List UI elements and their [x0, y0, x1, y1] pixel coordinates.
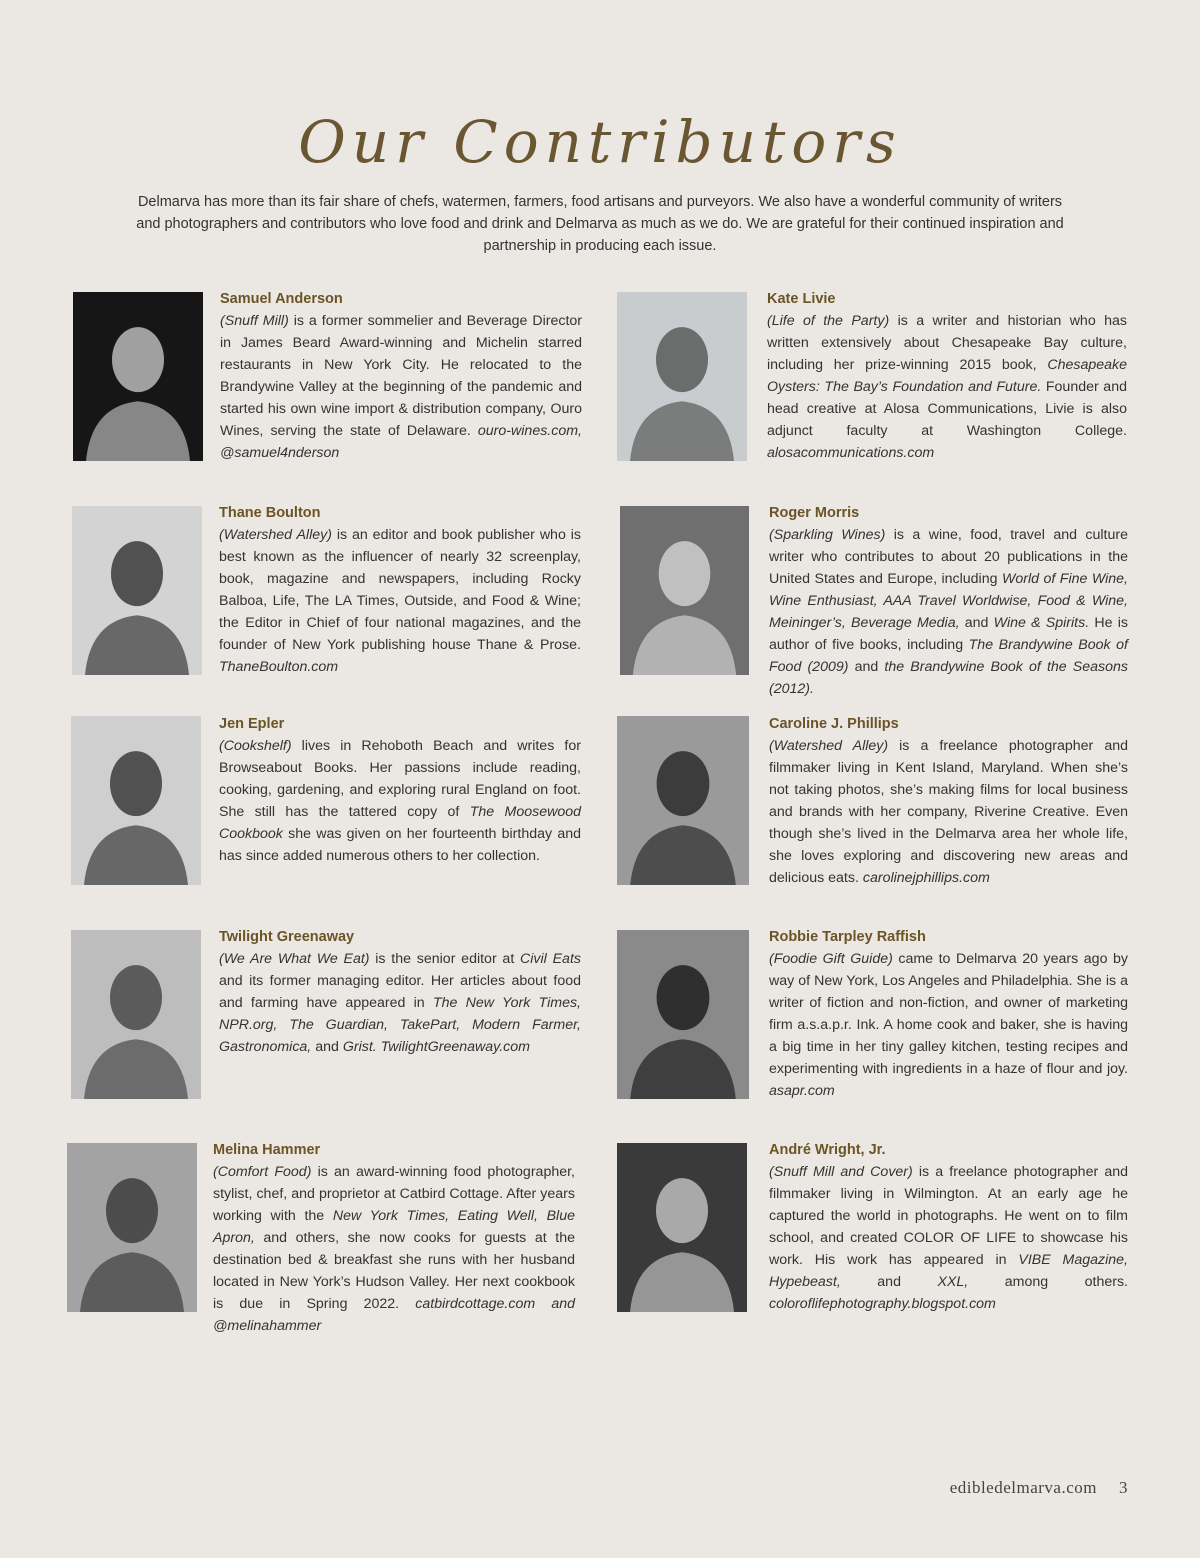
contributor-bio: (Foodie Gift Guide) came to Delmarva 20 years ago by way of New York, Los Angeles and Philadelphia. She is a writer of fiction and non-fiction, and owner of marketing firm a.s.a.p.r. Ink. A home cook and baker, she is having a big time in her tiny galley kitchen, testing recipes and experimenting with ingredients in a haze of flour and joy. asapr.com	[769, 951, 1128, 1099]
portrait-photo	[71, 930, 201, 1099]
contributor-name: Twilight Greenaway	[219, 929, 355, 945]
page-title: Our Contributors	[298, 108, 902, 176]
contributor-name: Melina Hammer	[213, 1142, 321, 1158]
portrait-photo	[620, 506, 749, 675]
contributor-bio: (Life of the Party) is a writer and historian who has written extensively about Chesapeake Bay culture, including her prize-winning 2015 book, Chesapeake Oysters: The Bay’s Foundation and Future. Founder and head creative at Alosa Communications, Livie is also adjunct faculty at Washington College. alosacommunications.com	[767, 313, 1127, 461]
portrait-photo	[71, 716, 201, 885]
contributor-bio: (Watershed Alley) is a freelance photographer and filmmaker living in Kent Island, Maryland. When she’s not taking photos, she’s making films for local business and brands with her company, Riverine Creative. Even though she’s lived in the Delmarva area her whole life, she loves exploring and discovering new areas and delicious eats. carolinejphillips.com	[769, 738, 1128, 886]
contributor-bio: (Sparkling Wines) is a wine, food, travel and culture writer who contributes to about 20 publications in the United States and Europe, including World of Fine Wine, Wine Enthusiast, AAA Travel Worldwise, Food & Wine, Meininger’s, Beverage Media, and Wine & Spirits. He is author of five books, including The Brandywine Book of Food (2009) and the Brandywine Book of the Seasons (2012).	[769, 527, 1129, 697]
portrait-photo	[617, 292, 747, 461]
contributor-bio: (Cookshelf) lives in Rehoboth Beach and writes for Browseabout Books. Her passions include reading, cooking, gardening, and exploring rural England on foot. She still has the tattered copy of The Moosewood Cookbook she was given on her fourteenth birthday and has since added numerous others to her collection.	[219, 738, 582, 864]
contributor-name: Roger Morris	[769, 505, 860, 521]
contributor-name: Kate Livie	[767, 291, 836, 307]
contributor-bio: (Snuff Mill) is a former sommelier and Beverage Director in James Beard Award-winning and Michelin starred restaurants in New York City. He relocated to the Brandywine Valley at the beginning of the pandemic and started his own wine import & distribution company, Ouro Wines, serving the state of Delaware. ouro-wines.com, @samuel4nderson	[220, 313, 582, 461]
intro-paragraph: Delmarva has more than its fair share of chefs, watermen, farmers, food artisans and purveyors. We also have a wonderful community of writers and photographers and contributors who love food and drink and Delmarva as much as we do. We are grateful for their continued inspiration and partnership in producing each issue.	[136, 194, 1064, 254]
page-footer	[950, 1478, 1128, 1498]
contributor-name: Jen Epler	[219, 716, 285, 732]
contributor-name: Caroline J. Phillips	[769, 716, 899, 732]
contributor-bio: (Comfort Food) is an award-winning food photographer, stylist, chef, and proprietor at Catbird Cottage. After years working with the New York Times, Eating Well, Blue Apron, and others, she now cooks for guests at the destination bed & breakfast she runs with her husband located in New York’s Hudson Valley. Her next cookbook is due in Spring 2022. catbirdcottage.com and @melinahammer	[213, 1164, 575, 1334]
contributor-bio: (Snuff Mill and Cover) is a freelance photographer and filmmaker living in Wilmington. At an early age he captured the world in photographs. He went on to film school, and created COLOR OF LIFE to showcase his work. His work has appeared in VIBE Magazine, Hypebeast, and XXL, among others. coloroflifephotography.blogspot.com	[769, 1164, 1129, 1312]
contributor-name: André Wright, Jr.	[769, 1142, 886, 1158]
portrait-photo	[617, 930, 749, 1099]
contributor-bio: (We Are What We Eat) is the senior editor at Civil Eats and its former managing editor. Her articles about food and farming have appeared in The New York Times, NPR.org, The Guardian, TakePart, Modern Farmer, Gastronomica, and Grist. TwilightGreenaway.com	[219, 951, 581, 1055]
portrait-photo	[617, 716, 749, 885]
portrait-photo	[73, 292, 203, 461]
site-url: edibledelmarva.com	[949, 1478, 1097, 1497]
contributor-name: Thane Boulton	[219, 505, 321, 521]
portrait-photo	[617, 1143, 747, 1312]
page-number: 3	[1119, 1478, 1128, 1497]
contributor-name: Samuel Anderson	[220, 291, 343, 307]
contributor-name: Robbie Tarpley Raffish	[769, 929, 926, 945]
portrait-photo	[67, 1143, 197, 1312]
contributor-bio: (Watershed Alley) is an editor and book publisher who is best known as the influencer of nearly 32 screenplay, book, magazine and newspapers, including Rocky Balboa, Life, The LA Times, Outside, and Food & Wine; the Editor in Chief of four national magazines, and the founder of New York publishing house Thane & Prose. ThaneBoulton.com	[219, 527, 581, 675]
portrait-photo	[72, 506, 202, 675]
